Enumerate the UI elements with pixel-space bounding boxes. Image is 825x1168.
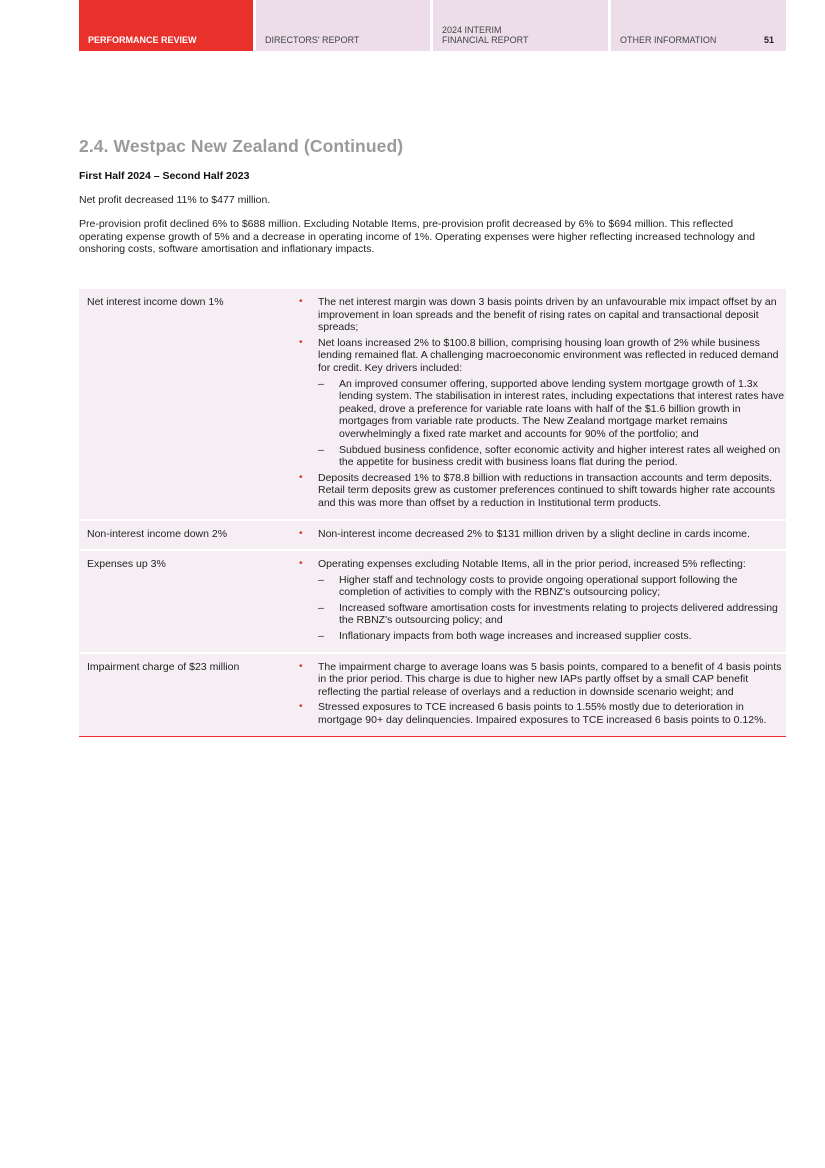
results-table (79, 289, 786, 737)
dash-item: – An improved consumer offering, supported above lending system mortgage growth of 1.3x lending system. The stabilisation in interest rates, including expectations that interest rates have peaked, drove a preference for variable rate loans with half of the $1.6 billion growth in mortgages from variable rate products. The New Zealand mortgage market remains overwhelmingly a fixed rate market and accounts for 90% of the portfolio; and (339, 378, 786, 441)
dash-item: – Subdued business confidence, softer economic activity and higher interest rates all weighed on the appetite for business credit with business loans flat during the period. (339, 444, 786, 469)
paragraph: Net profit decreased 11% to $477 million. (79, 194, 271, 206)
row-body (295, 661, 786, 730)
bullet-item: • Deposits decreased 1% to $78.8 billion with reductions in transaction accounts and term deposits. Retail term deposits grew as customer preferences continued to shift towards higher rate accounts and this was more than offset by a reduction in Institutional term products. (318, 472, 786, 510)
section-subtitle: First Half 2024 – Second Half 2023 (79, 170, 250, 182)
bullet-item: • The impairment charge to average loans was 5 basis points, compared to a benefit of 4 basis points in the prior period. This charge is due to higher new IAPs partly offset by a small CAP benefit reflecting the partial release of overlays and a reduction in downside scenario weight; and (318, 661, 786, 699)
bullet-item: • The net interest margin was down 3 basis points driven by an unfavourable mix impact offset by an improvement in loan spreads and the benefit of rising rates on capital and transactional deposit spreads; (318, 296, 786, 334)
tab-directors-report[interactable] (256, 0, 430, 51)
bullet-item: • Operating expenses excluding Notable Items, all in the prior period, increased 5% reflecting: – Higher staff and technology costs to provide ongoing operational support following the completion of activities to comply with the RBNZ's outsourcing policy; – Increased software amortisation costs for investments relating to projects delivered addressing the RBNZ's outsourcing policy; and – Inflationary impacts from both wage increases and increased supplier costs. (318, 558, 786, 643)
section-title: 2.4. Westpac New Zealand (Continued) (79, 136, 404, 156)
bullet-item: • Net loans increased 2% to $100.8 billion, comprising housing loan growth of 2% while business lending remained flat. A challenging macroeconomic environment was reflected in reduced demand for credit. Key drivers included: – An improved consumer offering, supported above lending system mortgage growth of 1.3x lending system. The stabilisation in interest rates, including expectations that interest rates have peaked, drove a preference for variable rate loans with half of the $1.6 billion growth in mortgages from variable rate products. The New Zealand mortgage market remains overwhelmingly a fixed rate market and accounts for 90% of the portfolio; and – Subdued business confidence, softer economic activity and higher interest rates all weighed on the appetite for business credit with business loans flat during the period. (318, 337, 786, 469)
row-label: Net interest income down 1% (87, 296, 224, 308)
row-label: Impairment charge of $23 million (87, 660, 240, 673)
bullet-item: • Stressed exposures to TCE increased 6 basis points to 1.55% mostly due to deterioration in mortgage 90+ day delinquencies. Impaired exposures to TCE increased 6 basis points to 0.12%. (318, 701, 786, 726)
dash-item: – Higher staff and technology costs to provide ongoing operational support following the completion of activities to comply with the RBNZ's outsourcing policy; (339, 574, 786, 599)
paragraph: Pre-provision profit declined 6% to $688 million. Excluding Notable Items, pre-provision profit decreased by 6% to $694 million. This reflected operating expense growth of 5% and a decrease in operating income of 1%. Operating expenses were higher reflecting increased technology and onshoring costs, software amortisation and inflationary impacts. (79, 218, 755, 256)
table-row (79, 551, 786, 654)
bullet-item: • Non-interest income decreased 2% to $131 million driven by a slight decline in cards income. (318, 528, 786, 541)
row-body (295, 296, 786, 513)
page-number: 51 (763, 35, 774, 45)
dash-item: – Increased software amortisation costs for investments relating to projects delivered addressing the RBNZ's outsourcing policy; and (339, 602, 786, 627)
tab-other-information[interactable] (611, 0, 786, 51)
dash-item: – Inflationary impacts from both wage increases and increased supplier costs. (339, 630, 786, 643)
tab-performance-review[interactable] (79, 0, 253, 51)
row-body (295, 528, 786, 544)
table-row (79, 654, 786, 737)
table-row (79, 521, 786, 552)
tab-label: PERFORMANCE REVIEW (88, 35, 197, 45)
section-tabs (79, 0, 786, 51)
tab-label: 2024 INTERIM FINANCIAL REPORT (442, 25, 529, 45)
row-label: Non-interest income down 2% (87, 527, 228, 540)
tab-interim-financial-report[interactable] (433, 0, 608, 51)
tab-label: OTHER INFORMATION (620, 35, 717, 45)
row-label: Expenses up 3% (87, 558, 166, 571)
tab-label: DIRECTORS' REPORT (265, 35, 360, 45)
row-body (295, 558, 786, 646)
table-row (79, 289, 786, 521)
